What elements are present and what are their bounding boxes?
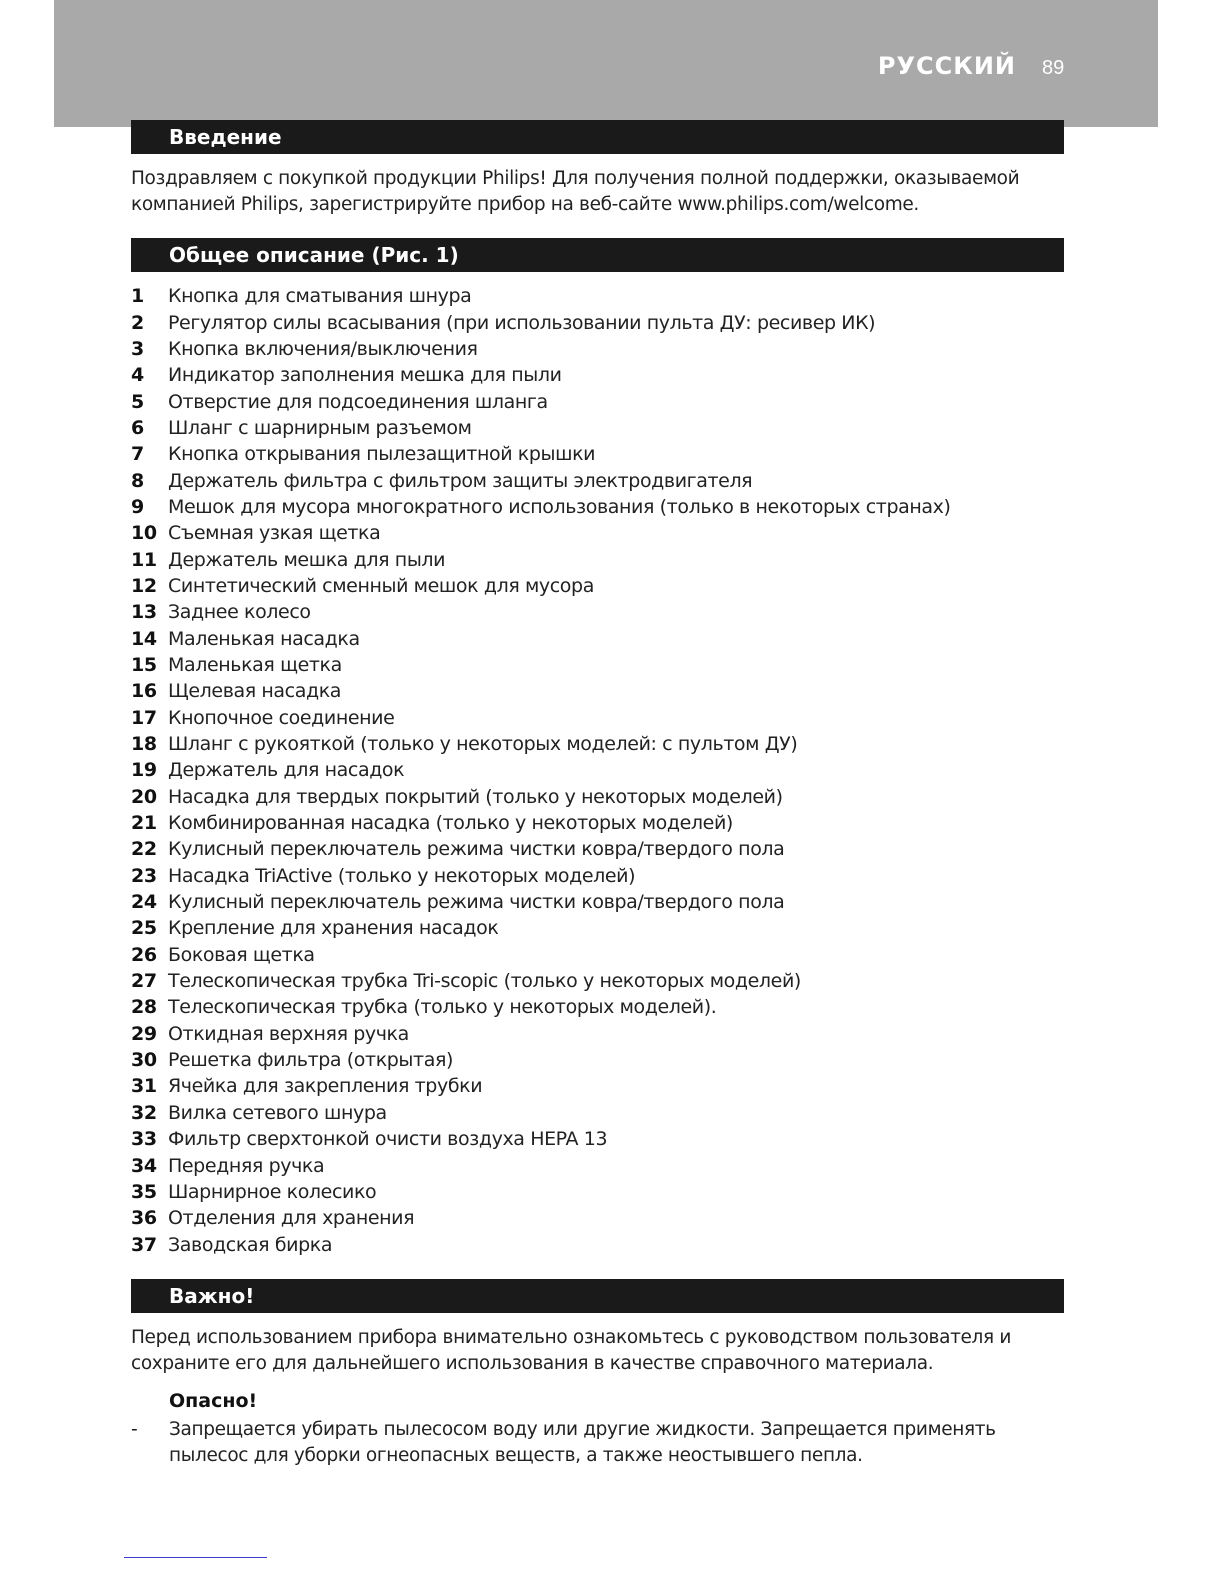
list-item-text: Откидная верхняя ручка — [168, 1022, 409, 1045]
list-item — [131, 546, 1071, 572]
list-item — [131, 625, 1071, 651]
danger-bullet-text: Запрещается убирать пылесосом воду или другие жидкости. Запрещается применять пылесос для уборки огнеопасных веществ, а также неостывшего пепла. — [169, 1419, 996, 1466]
list-item-number: 33 — [131, 1128, 157, 1151]
list-item-text: Мешок для мусора многократного использования (только в некоторых странах) — [168, 495, 951, 518]
list-item-text: Передняя ручка — [168, 1154, 325, 1177]
list-item — [131, 415, 1071, 441]
list-item-number: 13 — [131, 601, 157, 624]
list-item-number: 20 — [131, 785, 157, 808]
list-item-text: Шарнирное колесико — [168, 1180, 377, 1203]
list-item-number: 5 — [131, 390, 144, 413]
list-item — [131, 994, 1071, 1020]
list-item — [131, 573, 1071, 599]
list-item — [131, 1231, 1071, 1257]
list-item-number: 30 — [131, 1049, 157, 1072]
list-item-number: 25 — [131, 917, 157, 940]
list-item-number: 26 — [131, 943, 157, 966]
list-item-number: 23 — [131, 864, 157, 887]
list-item-text: Маленькая насадка — [168, 627, 360, 650]
list-item-number: 16 — [131, 680, 157, 703]
list-item-text: Телескопическая трубка (только у некоторых моделей). — [168, 996, 717, 1019]
list-item — [131, 309, 1071, 335]
list-item — [131, 467, 1071, 493]
list-item-number: 29 — [131, 1022, 157, 1045]
list-item — [131, 705, 1071, 731]
list-item-text: Держатель фильтра с фильтром защиты электродвигателя — [168, 469, 753, 492]
list-item-number: 17 — [131, 706, 157, 729]
list-item-text: Отверстие для подсоединения шланга — [168, 390, 548, 413]
list-item-text: Заводская бирка — [168, 1233, 333, 1256]
list-item — [131, 915, 1071, 941]
list-item-number: 12 — [131, 574, 157, 597]
list-item — [131, 599, 1071, 625]
list-item — [131, 784, 1071, 810]
section-title-intro: Введение — [131, 120, 1064, 154]
list-item-text: Съемная узкая щетка — [168, 522, 381, 545]
list-item — [131, 1205, 1071, 1231]
list-item — [131, 441, 1071, 467]
list-item-number: 1 — [131, 285, 144, 308]
list-item — [131, 336, 1071, 362]
list-item-text: Шланг с рукояткой (только у некоторых моделей: с пультом ДУ) — [168, 733, 798, 756]
danger-bullet — [131, 1417, 1071, 1469]
list-item-text: Кнопочное соединение — [168, 706, 395, 729]
list-item-text: Синтетический сменный мешок для мусора — [168, 574, 594, 597]
list-item-number: 32 — [131, 1101, 157, 1124]
list-item-number: 8 — [131, 469, 144, 492]
list-item-number: 19 — [131, 759, 157, 782]
list-item — [131, 1021, 1071, 1047]
header-page-number: 89 — [1042, 57, 1065, 79]
list-item-number: 22 — [131, 838, 157, 861]
list-item-text: Держатель мешка для пыли — [168, 548, 446, 571]
list-item — [131, 1047, 1071, 1073]
list-item-text: Крепление для хранения насадок — [168, 917, 499, 940]
list-item-number: 2 — [131, 311, 144, 334]
list-item-text: Индикатор заполнения мешка для пыли — [168, 364, 562, 387]
list-item-text: Кнопка для сматывания шнура — [168, 285, 472, 308]
list-item — [131, 388, 1071, 414]
list-item-number: 37 — [131, 1233, 157, 1256]
bullet-dash: - — [131, 1419, 138, 1440]
list-item — [131, 1100, 1071, 1126]
footer-rule — [124, 1557, 267, 1558]
list-item-number: 15 — [131, 653, 157, 676]
list-item-text: Маленькая щетка — [168, 653, 342, 676]
list-item — [131, 889, 1071, 915]
list-item — [131, 863, 1071, 889]
list-item-number: 36 — [131, 1207, 157, 1230]
list-item-text: Щелевая насадка — [168, 680, 342, 703]
list-item-text: Насадка TriActive (только у некоторых моделей) — [168, 864, 636, 887]
list-item — [131, 362, 1071, 388]
list-item-text: Держатель для насадок — [168, 759, 405, 782]
list-item-number: 3 — [131, 337, 144, 360]
list-item — [131, 757, 1071, 783]
list-item-text: Телескопическая трубка Tri-scopic (только у некоторых моделей) — [168, 970, 801, 993]
list-item-number: 27 — [131, 970, 157, 993]
list-item-text: Кнопка включения/выключения — [168, 337, 478, 360]
list-item — [131, 942, 1071, 968]
section-title-important: Важно! — [131, 1279, 1064, 1313]
list-item-text: Кнопка открывания пылезащитной крышки — [168, 443, 596, 466]
list-item-text: Комбинированная насадка (только у некоторых моделей) — [168, 812, 733, 835]
parts-list — [131, 283, 1071, 1258]
list-item — [131, 283, 1071, 309]
list-item-number: 6 — [131, 416, 144, 439]
list-item — [131, 836, 1071, 862]
list-item-number: 14 — [131, 627, 157, 650]
list-item-number: 9 — [131, 495, 144, 518]
list-item — [131, 1152, 1071, 1178]
list-item-text: Заднее колесо — [168, 601, 311, 624]
list-item-text: Кулисный переключатель режима чистки ковра/твердого пола — [168, 838, 785, 861]
header-language-label: РУССКИЙ — [877, 52, 1016, 80]
list-item — [131, 968, 1071, 994]
list-item-number: 10 — [131, 522, 157, 545]
list-item-text: Боковая щетка — [168, 943, 315, 966]
list-item — [131, 520, 1071, 546]
list-item — [131, 1126, 1071, 1152]
list-item — [131, 731, 1071, 757]
list-item-number: 21 — [131, 812, 157, 835]
list-item-number: 7 — [131, 443, 144, 466]
important-paragraph: Перед использованием прибора внимательно ознакомьтесь с руководством пользователя и сохраните его для дальнейшего использования в качестве справочного материала. — [131, 1327, 1012, 1374]
list-item-number: 34 — [131, 1154, 157, 1177]
list-item — [131, 1073, 1071, 1099]
list-item-text: Насадка для твердых покрытий (только у некоторых моделей) — [168, 785, 783, 808]
danger-heading: Опасно! — [169, 1390, 258, 1412]
list-item-text: Шланг с шарнирным разъемом — [168, 416, 472, 439]
list-item-text: Ячейка для закрепления трубки — [168, 1075, 483, 1098]
list-item-number: 4 — [131, 364, 144, 387]
list-item-number: 18 — [131, 733, 157, 756]
list-item-number: 11 — [131, 548, 157, 571]
list-item — [131, 1179, 1071, 1205]
list-item — [131, 810, 1071, 836]
list-item-text: Кулисный переключатель режима чистки ковра/твердого пола — [168, 891, 785, 914]
list-item-number: 35 — [131, 1180, 157, 1203]
section-title-description: Общее описание (Рис. 1) — [131, 238, 1064, 272]
intro-paragraph: Поздравляем с покупкой продукции Philips! Для получения полной поддержки, оказываемой компанией Philips, зарегистрируйте прибор на веб-сайте www.philips.com/welcome. — [131, 168, 1020, 215]
list-item — [131, 678, 1071, 704]
list-item-text: Вилка сетевого шнура — [168, 1101, 387, 1124]
list-item-text: Решетка фильтра (открытая) — [168, 1049, 453, 1072]
list-item — [131, 494, 1071, 520]
list-item-text: Фильтр сверхтонкой очисти воздуха HEPA 13 — [168, 1128, 608, 1151]
list-item — [131, 652, 1071, 678]
list-item-number: 24 — [131, 891, 157, 914]
list-item-text: Отделения для хранения — [168, 1207, 415, 1230]
list-item-text: Регулятор силы всасывания (при использовании пульта ДУ: ресивер ИК) — [168, 311, 876, 334]
list-item-number: 28 — [131, 996, 157, 1019]
list-item-number: 31 — [131, 1075, 157, 1098]
